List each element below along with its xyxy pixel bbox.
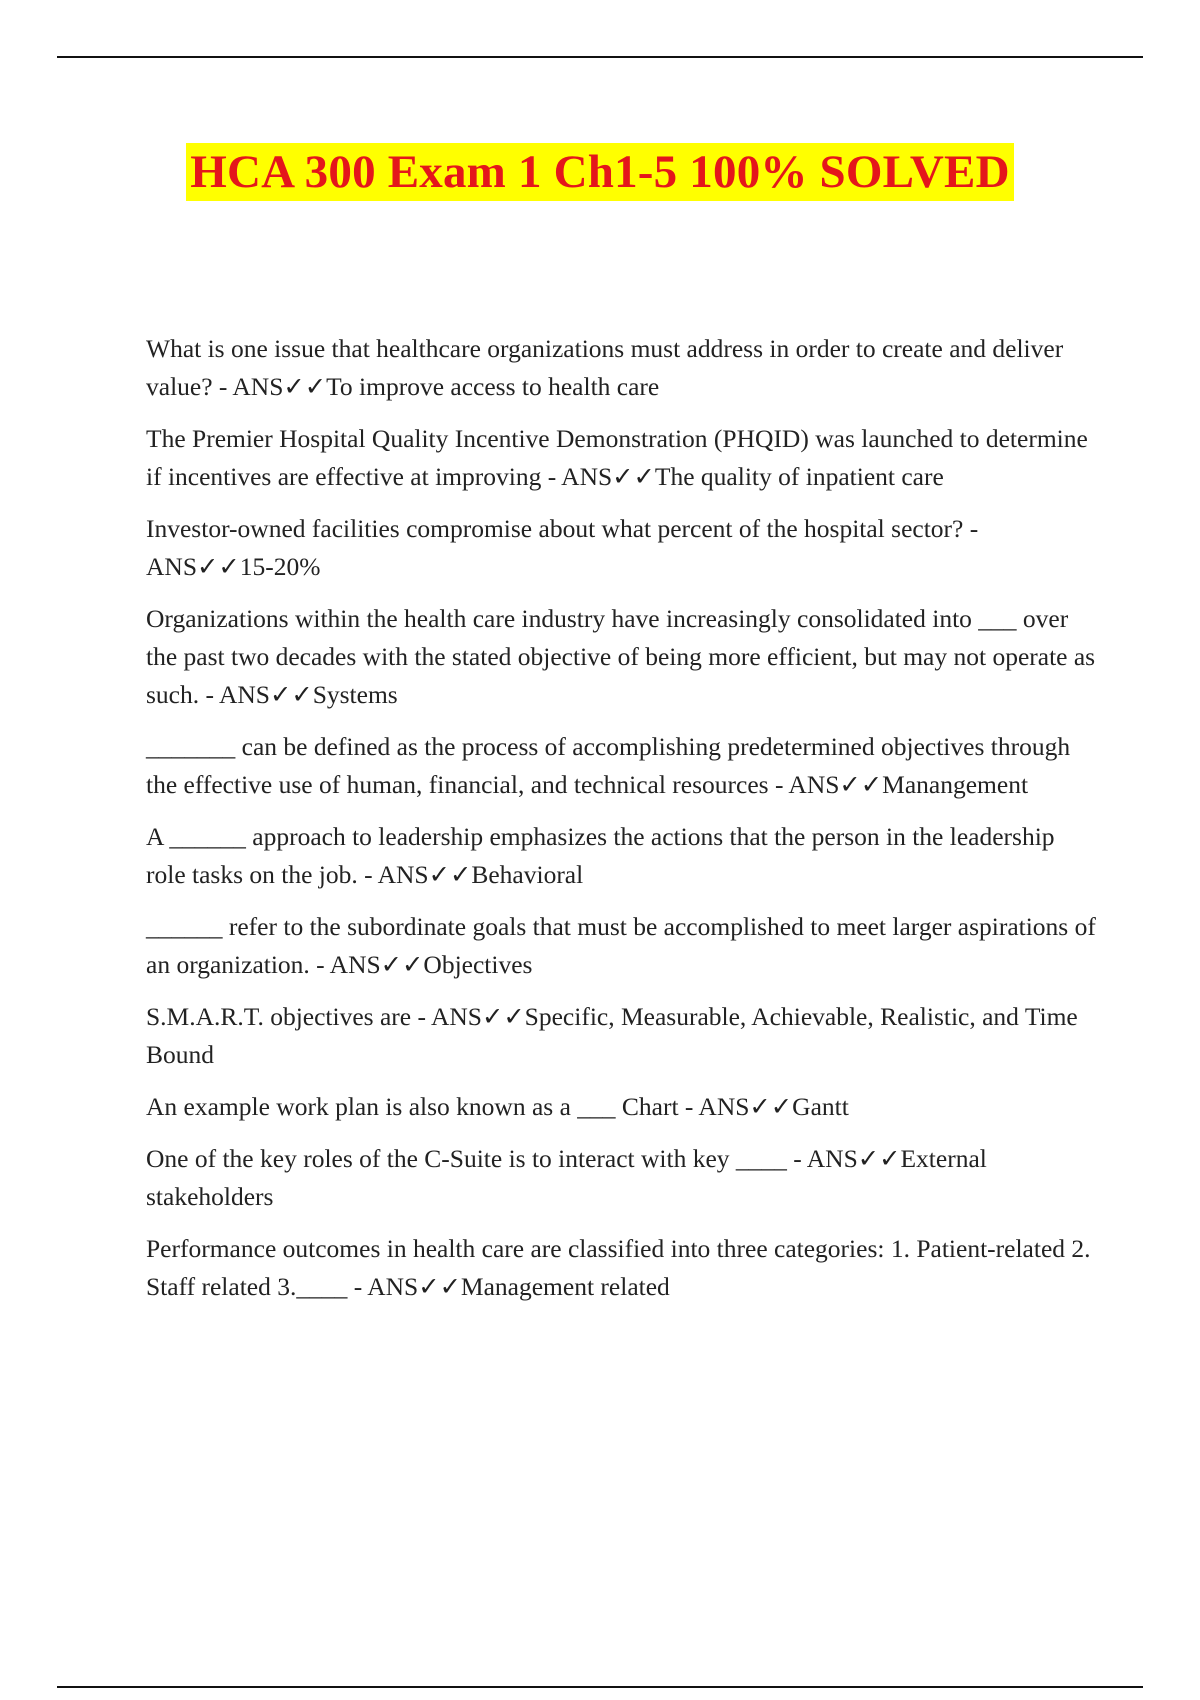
question-text: The Premier Hospital Quality Incentive Demonstration (PHQID) was launched to determine if incentives are effective at improving - xyxy=(146,424,1088,491)
qa-list xyxy=(146,330,1096,1320)
document-title: HCA 300 Exam 1 Ch1-5 100% SOLVED xyxy=(186,143,1013,201)
question-text: Organizations within the health care industry have increasingly consolidated into ___ over the past two decades with the stated objective of being more efficient, but may not operate as such. - xyxy=(146,604,1096,709)
question-text: One of the key roles of the C-Suite is to interact with key ____ - xyxy=(146,1144,807,1173)
qa-item xyxy=(146,1088,1096,1126)
qa-item xyxy=(146,1140,1096,1216)
question-text: ______ refer to the subordinate goals that must be accomplished to meet larger aspirations of an organization. - xyxy=(146,912,1096,979)
qa-item xyxy=(146,600,1096,714)
answer-text: ANS✓✓The quality of inpatient care xyxy=(561,462,944,491)
question-text: A ______ approach to leadership emphasizes the actions that the person in the leadership role tasks on the job. - xyxy=(146,822,1055,889)
question-text: Investor-owned facilities compromise about what percent of the hospital sector? - xyxy=(146,514,979,543)
question-text: An example work plan is also known as a ___ Chart - xyxy=(146,1092,699,1121)
qa-item xyxy=(146,818,1096,894)
question-text: S.M.A.R.T. objectives are - xyxy=(146,1002,431,1031)
qa-item xyxy=(146,420,1096,496)
top-rule xyxy=(57,56,1143,58)
question-text: Performance outcomes in health care are classified into three categories: 1. Patient-related 2. Staff related 3.____ - xyxy=(146,1234,1091,1301)
answer-text: ANS✓✓Objectives xyxy=(329,950,533,979)
answer-text: ANS✓✓External stakeholders xyxy=(146,1144,987,1211)
qa-item xyxy=(146,908,1096,984)
answer-text: ANS✓✓Systems xyxy=(218,680,398,709)
qa-item xyxy=(146,998,1096,1074)
title-block xyxy=(0,143,1200,201)
qa-item xyxy=(146,728,1096,804)
question-text: _______ can be defined as the process of accomplishing predetermined objectives through the effective use of human, financial, and technical resources - xyxy=(146,732,1071,799)
qa-item xyxy=(146,330,1096,406)
answer-text: ANS✓✓15-20% xyxy=(146,552,321,581)
answer-text: ANS✓✓To improve access to health care xyxy=(232,372,660,401)
qa-item xyxy=(146,1230,1096,1306)
qa-item xyxy=(146,510,1096,586)
answer-text: ANS✓✓Behavioral xyxy=(377,860,584,889)
answer-text: ANS✓✓Specific, Measurable, Achievable, Realistic, and Time Bound xyxy=(146,1002,1078,1069)
answer-text: ANS✓✓Management related xyxy=(367,1272,670,1301)
answer-text: ANS✓✓Gantt xyxy=(698,1092,849,1121)
bottom-rule xyxy=(57,1686,1143,1688)
question-text: What is one issue that healthcare organizations must address in order to create and deliver value? - xyxy=(146,334,1064,401)
answer-text: ANS✓✓Manangement xyxy=(788,770,1029,799)
